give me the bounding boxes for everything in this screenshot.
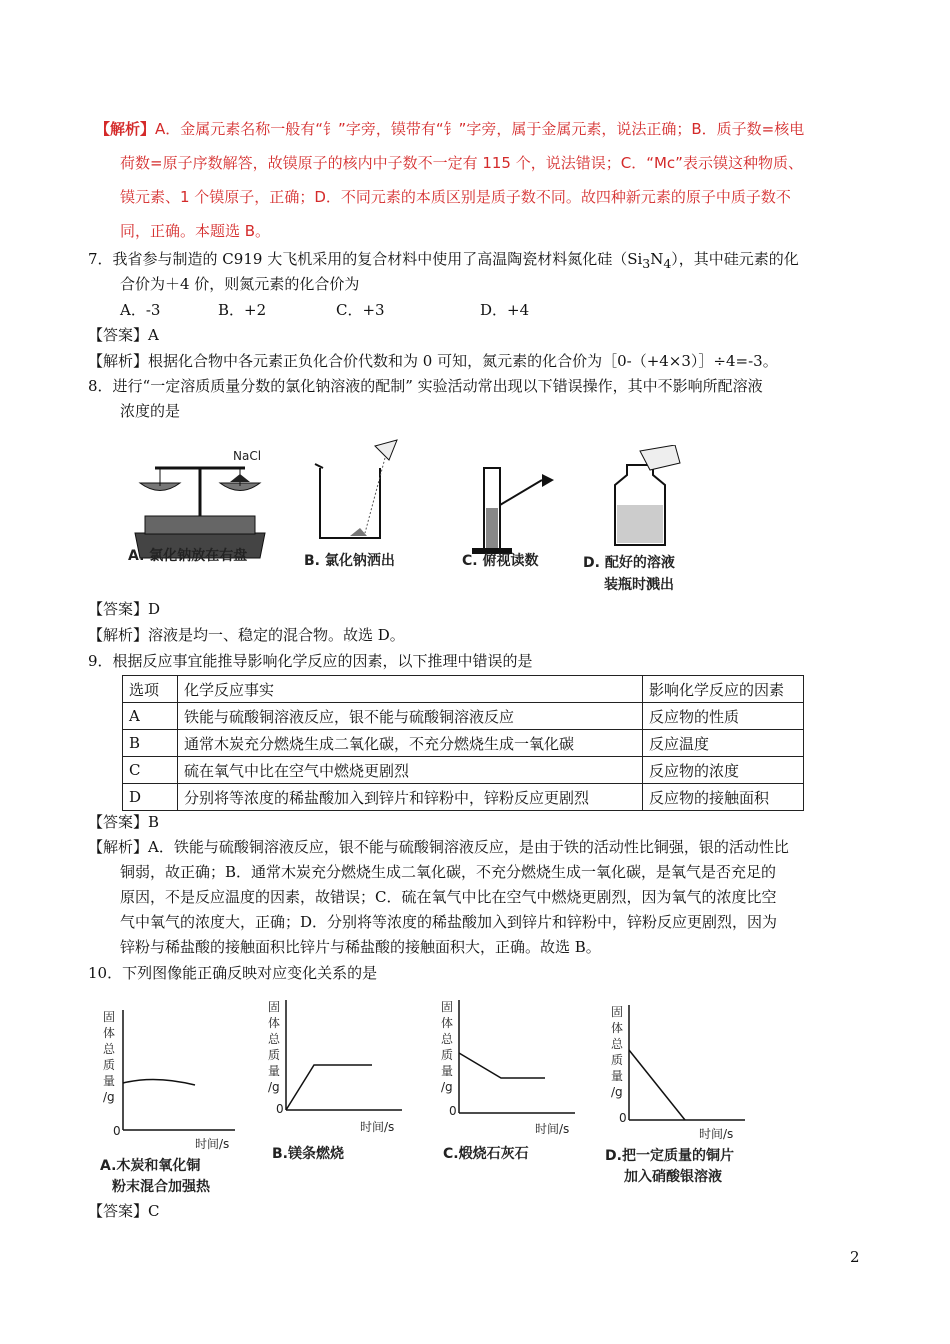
page-number: 2 — [850, 1248, 860, 1266]
table-header: 化学反应事实 — [178, 676, 643, 703]
q10-answer: 【答案】C — [88, 1202, 160, 1220]
table-cell: 反应物的接触面积 — [643, 784, 804, 811]
axis-label: 总 — [611, 1037, 624, 1051]
beaker-figure — [305, 438, 405, 548]
axis-label: 质 — [611, 1053, 624, 1067]
q9-answer: 【答案】B — [88, 813, 160, 831]
axis-label: 体 — [441, 1016, 454, 1030]
q9-analysis-line: 铜弱，故正确；B．通常木炭充分燃烧生成二氧化碳，不充分燃烧生成一氧化碳，是氧气是否充足的 — [120, 863, 777, 881]
axis-label: 量 — [103, 1074, 116, 1088]
axis-label: 体 — [103, 1026, 116, 1040]
nacl-tag: NaCl — [233, 449, 262, 463]
table-cell: 反应物的浓度 — [643, 757, 804, 784]
q7-n: N — [650, 250, 664, 268]
axis-label: 体 — [268, 1016, 281, 1030]
graph-caption: C.煅烧石灰石 — [443, 1146, 529, 1162]
x-axis-label: 时间/s — [360, 1120, 395, 1134]
axis-label: 固 — [611, 1005, 624, 1019]
q7-analysis: 【解析】根据化合物中各元素正负化合价代数和为 0 可知，氮元素的化合价为［0-（+4×3）］÷4=-3。 — [88, 352, 778, 370]
q7-stem-part: 7．我省参与制造的 C919 大飞机采用的复合材料中使用了高温陶瓷材料氮化硅（Si — [88, 250, 643, 268]
axis-label: 总 — [103, 1042, 116, 1056]
bottle-figure — [595, 445, 695, 555]
q8-stem-line1: 8．进行“一定溶质质量分数的氯化钠溶液的配制” 实验活动常出现以下错误操作，其中不影响所配溶液 — [88, 377, 763, 395]
q9-analysis-line: 气中氧气的浓度大，正确；D．分别将等浓度的稀盐酸加入到锌片和锌粉中，锌粉反应更剧烈，因为 — [120, 913, 778, 931]
table-cell: 反应物的性质 — [643, 703, 804, 730]
table-row — [123, 703, 804, 730]
graph-caption: 粉末混合加强热 — [112, 1179, 210, 1195]
figure-caption: C. 俯视读数 — [462, 553, 539, 569]
figure-caption: D. 配好的溶液 — [583, 555, 675, 571]
axis-label: 固 — [268, 1000, 281, 1014]
q8-stem-line2: 浓度的是 — [120, 402, 181, 420]
graph-d — [605, 1000, 755, 1150]
q8-answer: 【答案】D — [88, 600, 161, 618]
table-cell: B — [123, 730, 178, 757]
table-cell: C — [123, 757, 178, 784]
q7-stem-tail: ），其中硅元素的化 — [671, 250, 799, 268]
axis-label: 总 — [441, 1032, 454, 1046]
figure-caption: 装瓶时溅出 — [604, 577, 674, 593]
q7-option-b: B．+2 — [218, 301, 267, 319]
q7-sub: 4 — [663, 256, 672, 271]
q9-stem: 9．根据反应事宜能推导影响化学反应的因素，以下推理中错误的是 — [88, 652, 533, 670]
q7-option-a: A．-3 — [120, 301, 161, 319]
q7-option-d: D．+4 — [480, 301, 530, 319]
q10-stem: 10．下列图像能正确反映对应变化关系的是 — [88, 964, 378, 982]
table-cell: A — [123, 703, 178, 730]
axis-label: /g — [441, 1080, 453, 1094]
graph-caption: B.镁条燃烧 — [272, 1146, 344, 1162]
q7-sub: 3 — [642, 256, 651, 271]
table-cell: 硫在氧气中比在空气中燃烧更剧烈 — [178, 757, 643, 784]
axis-label: 质 — [268, 1048, 281, 1062]
axis-label: 总 — [268, 1032, 281, 1046]
q7-answer: 【答案】A — [88, 326, 159, 344]
axis-label: 量 — [441, 1064, 454, 1078]
analysis-line: 荷数=原子序数解答，故镆原子的核内中子数不一定有 115 个，说法错误；C．“Mc”表示镆这种物质、 — [120, 154, 803, 172]
axis-label: /g — [611, 1085, 623, 1099]
table-header: 影响化学反应的因素 — [643, 676, 804, 703]
axis-label: 体 — [611, 1021, 624, 1035]
analysis-line: 同，正确。本题选 B。 — [120, 222, 271, 240]
axis-label: 固 — [441, 1000, 454, 1014]
q9-analysis-line: 【解析】A．铁能与硫酸铜溶液反应，银不能与硫酸铜溶液反应，是由于铁的活动性比铜强，银的活动性比 — [88, 838, 789, 856]
axis-label: 质 — [441, 1048, 454, 1062]
q9-analysis-line: 锌粉与稀盐酸的接触面积比锌片与稀盐酸的接触面积大，正确。故选 B。 — [120, 938, 601, 956]
table-cell: 反应温度 — [643, 730, 804, 757]
cylinder-figure — [462, 460, 562, 560]
graph-b — [262, 995, 412, 1145]
analysis-label: 【解析】 — [95, 120, 156, 138]
x-axis-label: 时间/s — [699, 1127, 734, 1141]
q9-analysis-line: 原因，不是反应温度的因素，故错误；C．硫在氧气中比在空气中燃烧更剧烈，因为氧气的浓度比空 — [120, 888, 777, 906]
reaction-table — [122, 675, 804, 811]
analysis-line: 镆元素、1 个镆原子，正确；D．不同元素的本质区别是质子数不同。故四种新元素的原子中质子数不 — [120, 188, 791, 206]
axis-label: /g — [103, 1090, 115, 1104]
analysis-line: A．金属元素名称一般有“钅”字旁，镆带有“钅”字旁，属于金属元素，说法正确；B．质子数=核电 — [155, 120, 805, 138]
table-cell: D — [123, 784, 178, 811]
origin-label: 0 — [619, 1111, 627, 1125]
figure-caption: B. 氯化钠洒出 — [304, 553, 395, 569]
graph-caption: 加入硝酸银溶液 — [624, 1169, 722, 1185]
origin-label: 0 — [449, 1104, 457, 1118]
q7-option-c: C．+3 — [336, 301, 385, 319]
table-row — [123, 757, 804, 784]
table-cell: 通常木炭充分燃烧生成二氧化碳，不充分燃烧生成一氧化碳 — [178, 730, 643, 757]
x-axis-label: 时间/s — [195, 1137, 230, 1151]
origin-label: 0 — [113, 1124, 121, 1138]
graph-c — [435, 995, 585, 1145]
table-cell: 分别将等浓度的稀盐酸加入到锌片和锌粉中，锌粉反应更剧烈 — [178, 784, 643, 811]
graph-caption: D.把一定质量的铜片 — [605, 1148, 734, 1164]
axis-label: 量 — [611, 1069, 624, 1083]
table-header: 选项 — [123, 676, 178, 703]
axis-label: 固 — [103, 1010, 116, 1024]
graph-caption: A.木炭和氧化铜 — [100, 1158, 201, 1174]
x-axis-label: 时间/s — [535, 1122, 570, 1136]
axis-label: /g — [268, 1080, 280, 1094]
q7-stem-line2: 合价为＋4 价，则氮元素的化合价为 — [120, 275, 360, 293]
figure-caption: A. 氯化钠放在右盘 — [128, 548, 248, 564]
table-header-row — [123, 676, 804, 703]
table-row — [123, 784, 804, 811]
table-cell: 铁能与硫酸铜溶液反应，银不能与硫酸铜溶液反应 — [178, 703, 643, 730]
axis-label: 量 — [268, 1064, 281, 1078]
origin-label: 0 — [276, 1102, 284, 1116]
table-row — [123, 730, 804, 757]
q8-analysis: 【解析】溶液是均一、稳定的混合物。故选 D。 — [88, 626, 405, 644]
axis-label: 质 — [103, 1058, 116, 1072]
graph-a — [95, 1005, 245, 1155]
